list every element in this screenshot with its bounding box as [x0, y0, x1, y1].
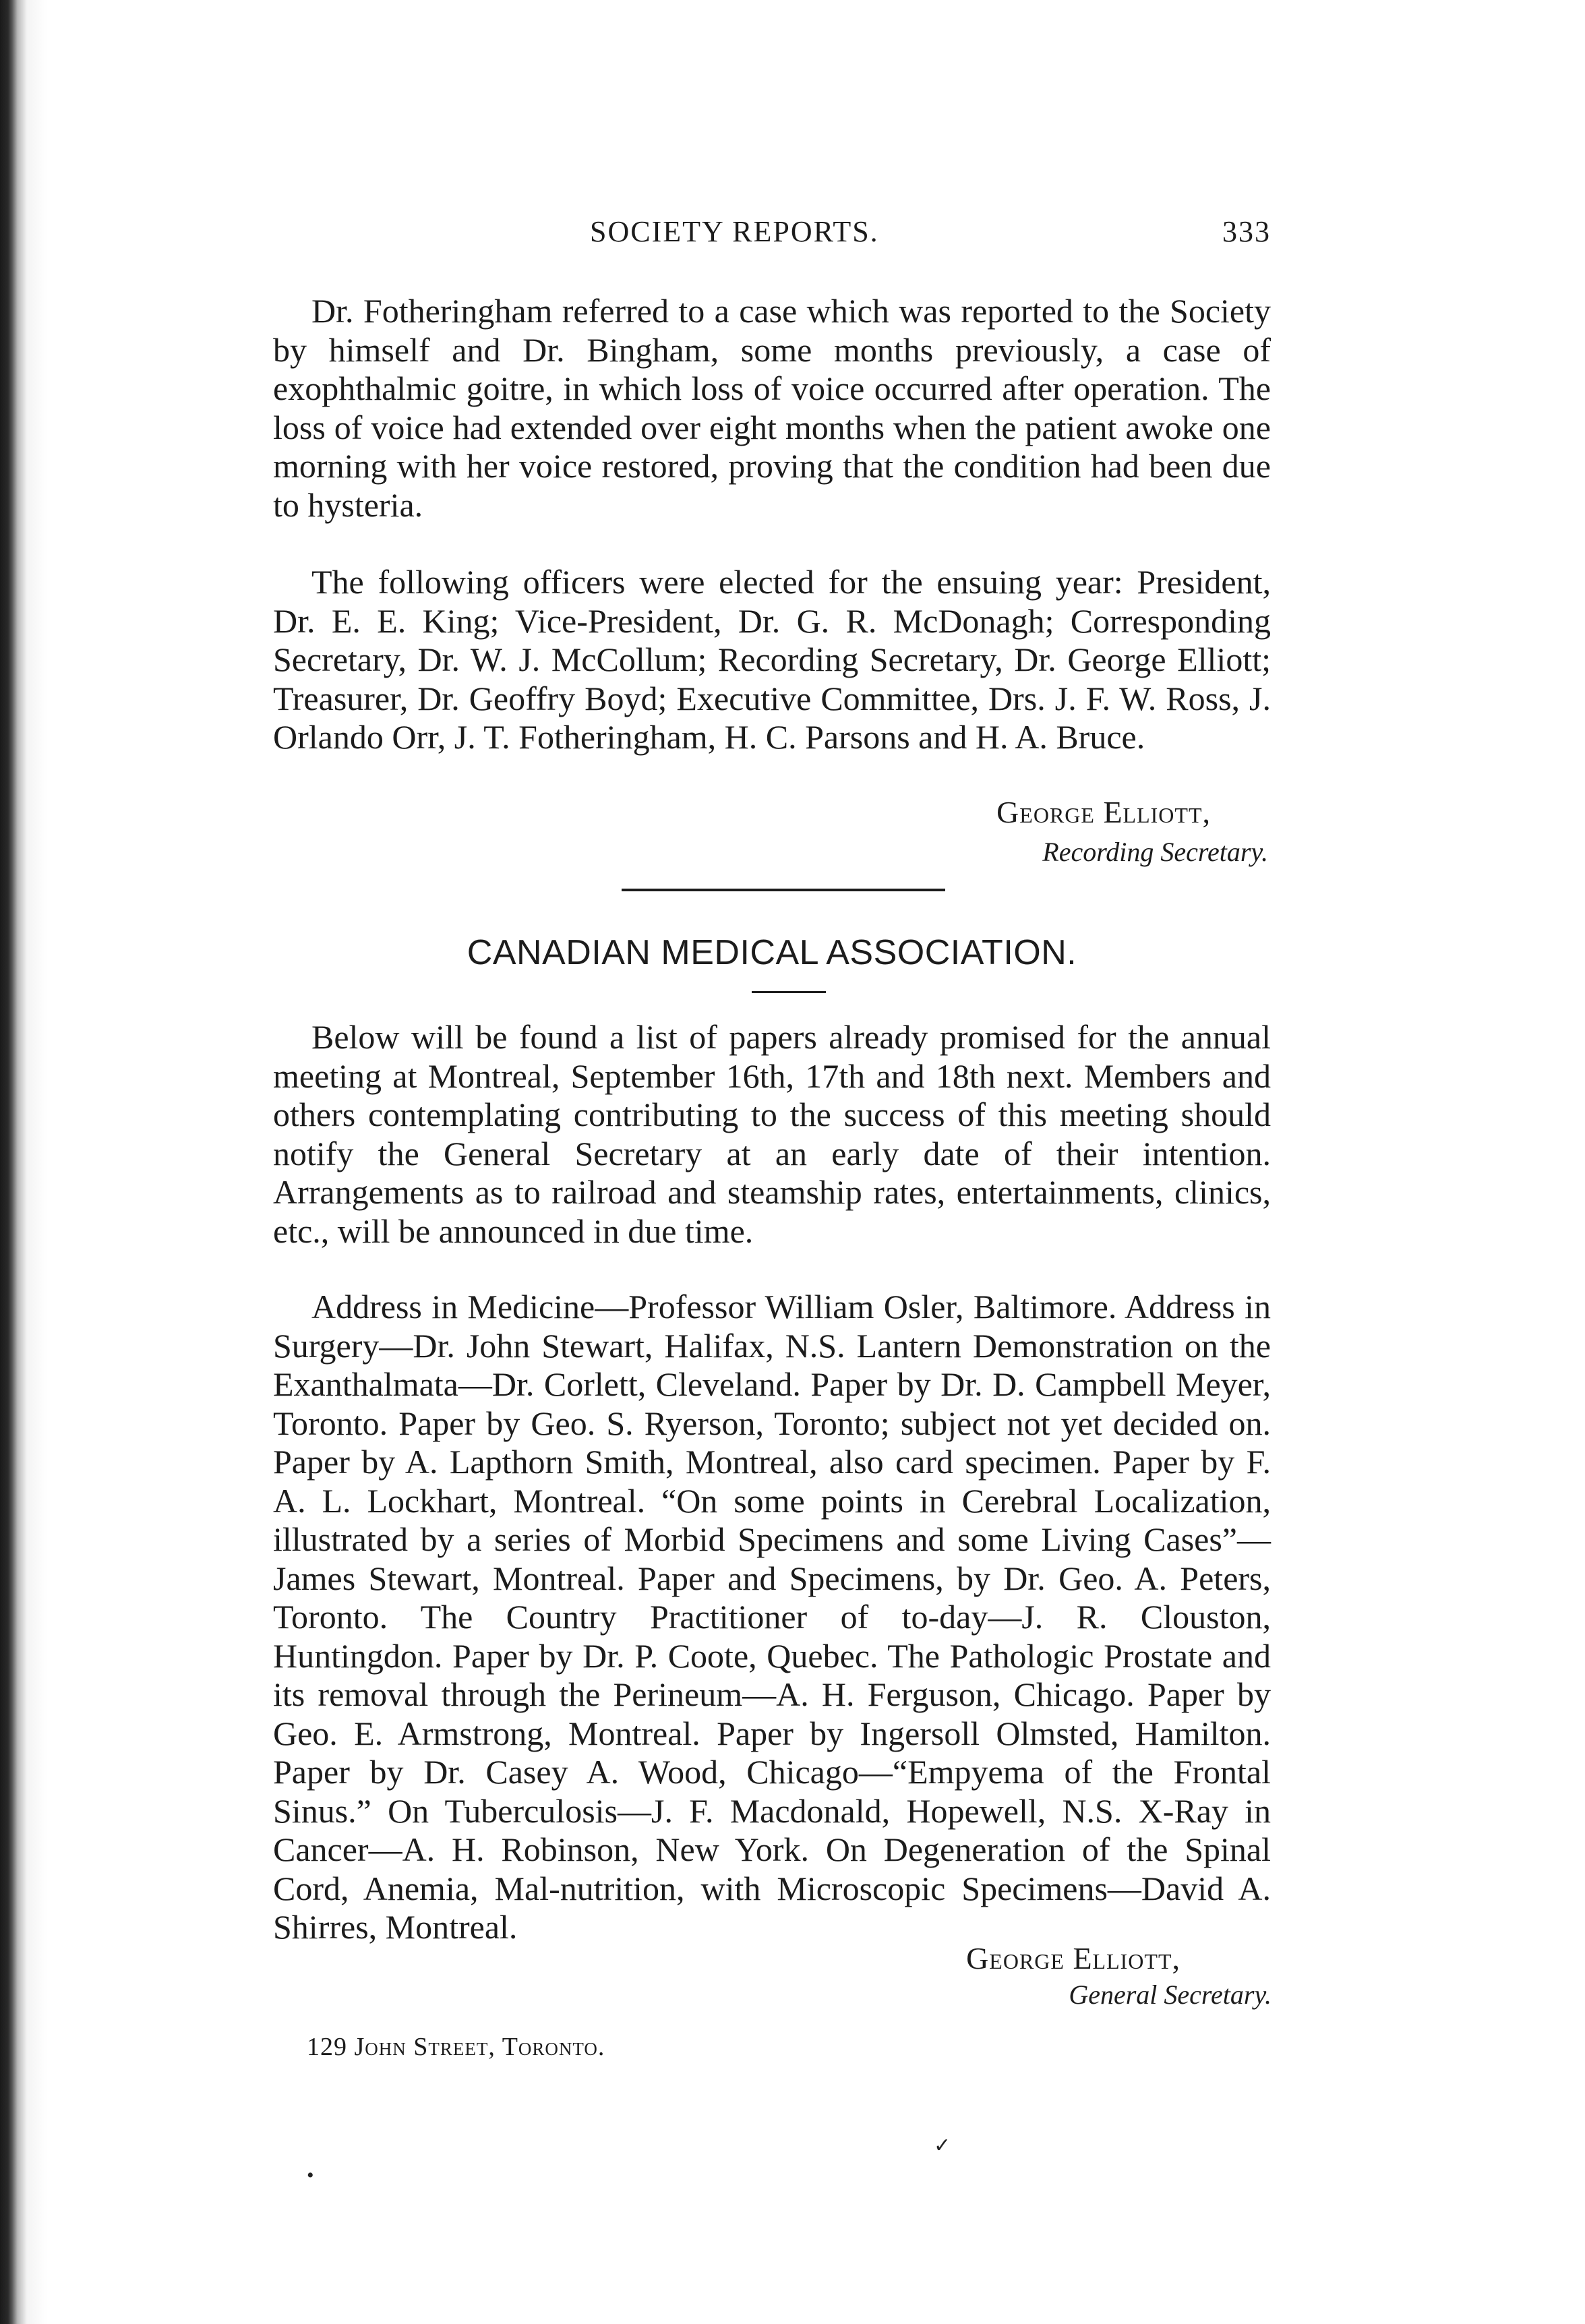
paragraph-text: Dr. Fotheringham referred to a case which was reported to the Society by himself and Dr. Bingham, some months previously, a case of exophthalmic goitre, in which loss of voice occurred after operation. The loss of voice had extended over eight months when the patient awoke one morning with her voice restored, proving that the condition had been due to hysteria. — [273, 292, 1271, 524]
section-heading: CANADIAN MEDICAL ASSOCIATION. — [467, 933, 1077, 972]
papers-list-paragraph — [273, 1288, 1271, 1947]
running-head — [273, 214, 1271, 262]
heading-underline — [752, 991, 826, 993]
signature-name: George Elliott, — [966, 1941, 1180, 1975]
paragraph-text: Below will be found a list of papers already promised for the annual meeting at Montreal, September 16th, 17th and 18th next. Members and others contemplating contributing to the success of this meeting should notify the General Secretary at an early date of their intention. Arrangements as to railroad and steamship rates, entertainments, clinics, etc., will be announced in due time. — [273, 1018, 1271, 1250]
section-divider — [622, 889, 945, 891]
association-intro-paragraph — [273, 1018, 1271, 1251]
scan-speck: • — [307, 2164, 314, 2186]
paragraph-text: Address in Medicine—Professor William Osler, Baltimore. Address in Surgery—Dr. John Stewart, Halifax, N.S. Lantern Demonstration on the Exanthalmata—Dr. Corlett, Cleveland. Paper by Dr. D. Campbell Meyer, Toronto. Paper by Geo. S. Ryerson, Toronto; subject not yet decided on. Paper by A. Lapthorn Smith, Montreal, also card specimen. Paper by F. A. L. Lockhart, Montreal. “On some points in Cerebral Localization, illustrated by a series of Morbid Specimens and some Living Cases”—James Stewart, Montreal. Paper and Specimens, by Dr. Geo. A. Peters, Toronto. The Country Practitioner of to-day—J. R. Clouston, Huntingdon. Paper by Dr. P. Coote, Quebec. The Pathologic Prostate and its removal through the Perineum—A. H. Ferguson, Chicago. Paper by Geo. E. Armstrong, Montreal. Paper by Ingersoll Olmsted, Hamilton. Paper by Dr. Casey A. Wood, Chicago—“Empyema of the Frontal Sinus.” On Tuberculosis—J. F. Macdonald, Hopewell, N.S. X-Ray in Cancer—A. H. Robinson, New York. On Degeneration of the Spinal Cord, Anemia, Mal-nutrition, with Microscopic Specimens—David A. Shirres, Montreal. — [273, 1288, 1271, 1946]
paragraph-text: The following officers were elected for the ensuing year: President, Dr. E. E. King; Vice-President, Dr. G. R. McDonagh; Corresponding Secretary, Dr. W. J. McCollum; Recording Secretary, Dr. George Elliott; Treasurer, Dr. Geoffry Boyd; Executive Committee, Drs. J. F. W. Ross, J. Orlando Orr, J. T. Fotheringham, H. C. Parsons and H. A. Bruce. — [273, 563, 1271, 756]
report-paragraph-fotheringham — [273, 292, 1271, 525]
running-head-title: SOCIETY REPORTS. — [590, 215, 879, 248]
report-paragraph-officers — [273, 563, 1271, 757]
page-number: 333 — [1222, 215, 1271, 248]
signature-role: General Secretary. — [1069, 1979, 1272, 2010]
scan-binding-edge — [0, 0, 47, 2324]
signature-name: George Elliott, — [996, 795, 1211, 829]
signature-role: Recording Secretary. — [1042, 837, 1268, 867]
address-line: 129 John Street, Toronto. — [307, 2033, 605, 2061]
scan-speck: ✓ — [934, 2135, 951, 2157]
